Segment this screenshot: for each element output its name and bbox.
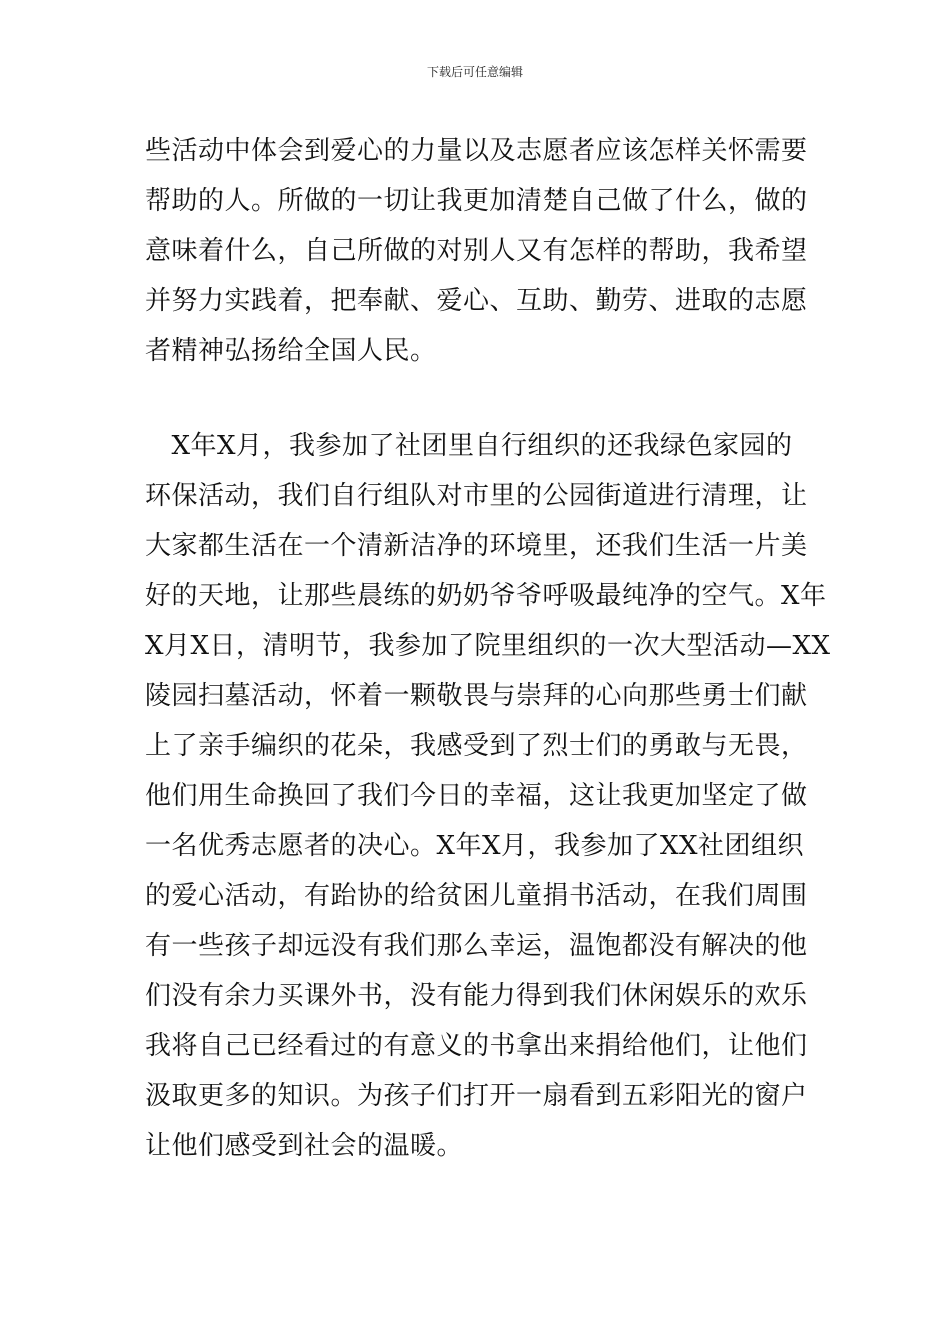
paragraph-line: 帮助的人。所做的一切让我更加清楚自己做了什么，做的 — [145, 186, 808, 216]
paragraph-line: 陵园扫墓活动，怀着一颗敬畏与崇拜的心向那些勇士们献 — [145, 681, 808, 711]
paragraph-line: 大家都生活在一个清新洁净的环境里，还我们生活一片美 — [145, 531, 808, 561]
paragraph-line: 我将自己已经看过的有意义的书拿出来捐给他们，让他们 — [145, 1031, 808, 1061]
paragraph-line: 让他们感受到社会的温暖。 — [145, 1131, 464, 1161]
paragraph-1 — [145, 126, 815, 376]
paragraph-line: 上了亲手编织的花朵，我感受到了烈士们的勇敢与无畏， — [145, 731, 808, 761]
paragraph-line: X年X月，我参加了社团里自行组织的还我绿色家园的 — [145, 431, 793, 461]
paragraph-line: 环保活动，我们自行组队对市里的公园街道进行清理，让 — [145, 481, 808, 511]
paragraph-line: 有一些孩子却远没有我们那么幸运，温饱都没有解决的他 — [145, 931, 808, 961]
paragraph-line: 并努力实践着，把奉献、爱心、互助、勤劳、进取的志愿 — [145, 286, 808, 316]
paragraph-line: 的爱心活动，有跆协的给贫困儿童捐书活动，在我们周围 — [145, 881, 808, 911]
paragraph-line: 一名优秀志愿者的决心。X年X月，我参加了XX社团组织 — [145, 831, 805, 861]
paragraph-line: 些活动中体会到爱心的力量以及志愿者应该怎样关怀需要 — [145, 136, 808, 166]
paragraph-line: 们没有余力买课外书，没有能力得到我们休闲娱乐的欢乐 — [145, 981, 808, 1011]
paragraph-line: 他们用生命换回了我们今日的幸福，这让我更加坚定了做 — [145, 781, 808, 811]
paragraph-line: 意味着什么，自己所做的对别人又有怎样的帮助，我希望 — [145, 236, 808, 266]
paragraph-2 — [145, 421, 831, 1171]
paragraph-line: 好的天地，让那些晨练的奶奶爷爷呼吸最纯净的空气。X年 — [145, 581, 827, 611]
paragraph-line: X月X日，清明节，我参加了院里组织的一次大型活动—XX — [145, 631, 831, 661]
page-header: 下载后可任意编辑 — [426, 65, 523, 79]
paragraph-line: 汲取更多的知识。为孩子们打开一扇看到五彩阳光的窗户 — [145, 1081, 808, 1111]
paragraph-line: 者精神弘扬给全国人民。 — [145, 336, 437, 366]
